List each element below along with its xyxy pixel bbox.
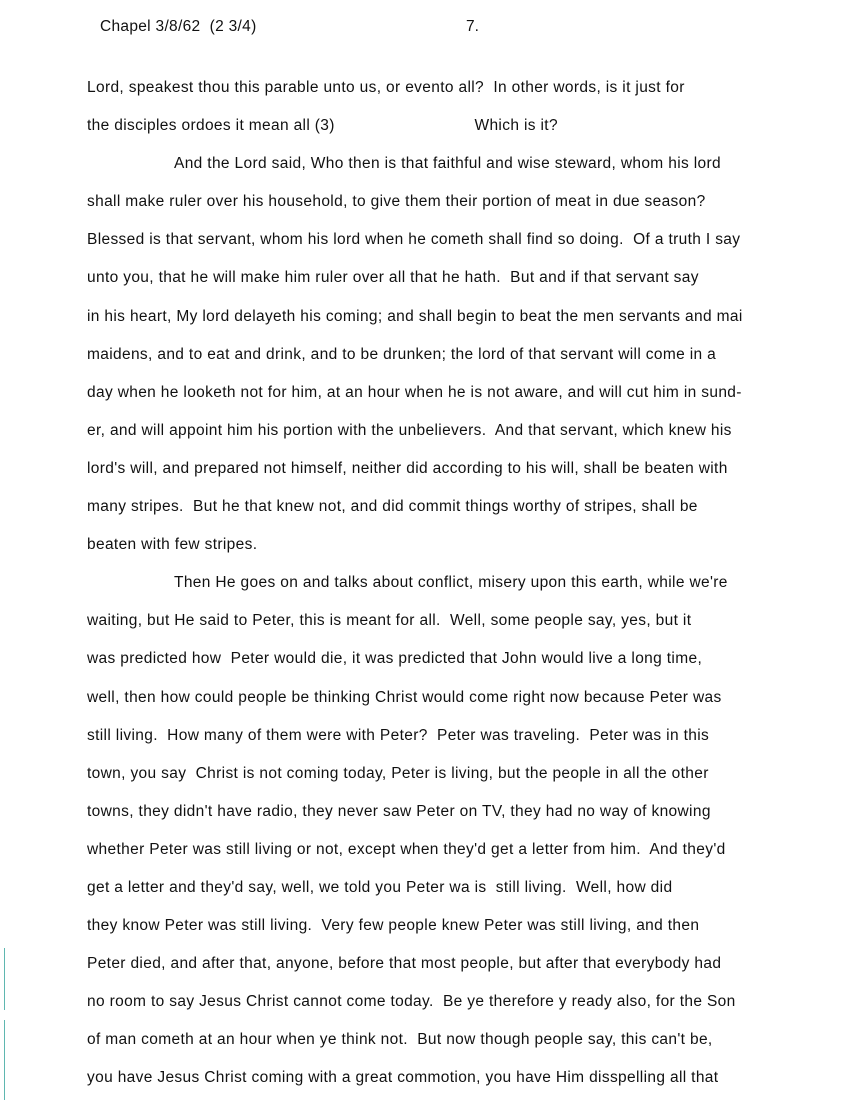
text-line: lord's will, and prepared not himself, neither did according to his will, shall be beaten with <box>87 459 728 477</box>
text-line: shall make ruler over his household, to give them their portion of meat in due season? <box>87 193 706 211</box>
text-line: still living. How many of them were with Peter? Peter was traveling. Peter was in this <box>87 726 710 744</box>
text-line: get a letter and they'd say, well, we told you Peter wa is still living. Well, how did <box>87 878 673 896</box>
text-line: unto you, that he will make him ruler over all that he hath. But and if that servant say <box>87 269 699 287</box>
document-body <box>87 69 853 1098</box>
text-line: waiting, but He said to Peter, this is meant for all. Well, some people say, yes, but it <box>87 612 692 630</box>
text-line: er, and will appoint him his portion with the unbelievers. And that servant, which knew his <box>87 421 732 439</box>
text-line: town, you say Christ is not coming today, Peter is living, but the people in all the other <box>87 764 709 782</box>
page-header: Chapel 3/8/62 (2 3/4) <box>100 18 257 35</box>
text-line: was predicted how Peter would die, it was predicted that John would live a long time, <box>87 650 703 668</box>
text-line: whether Peter was still living or not, except when they'd get a letter from him. And they'd <box>87 840 726 858</box>
text-line: Lord, speakest thou this parable unto us, or evento all? In other words, is it just for <box>87 79 685 96</box>
text-line: you have Jesus Christ coming with a great commotion, you have Him disspelling all that <box>87 1069 719 1087</box>
scan-margin-line <box>4 1020 5 1100</box>
text-line: of man cometh at an hour when ye think not. But now though people say, this can't be, <box>87 1031 713 1049</box>
text-line: they know Peter was still living. Very few people knew Peter was still living, and then <box>87 917 700 935</box>
text-line: Peter died, and after that, anyone, before that most people, but after that everybody had <box>87 955 722 973</box>
text-line: beaten with few stripes. <box>87 536 258 554</box>
text-line: in his heart, My lord delayeth his coming; and shall begin to beat the men servants and mai <box>87 307 743 325</box>
text-line: towns, they didn't have radio, they never saw Peter on TV, they had no way of knowing <box>87 802 711 820</box>
page-number: 7. <box>466 18 479 35</box>
text-line: the disciples ordoes it mean all (3) Which is it? <box>87 117 558 135</box>
text-line: maidens, and to eat and drink, and to be drunken; the lord of that servant will come in a <box>87 345 717 363</box>
text-line: no room to say Jesus Christ cannot come today. Be ye therefore y ready also, for the Son <box>87 993 736 1011</box>
text-line: many stripes. But he that knew not, and did commit things worthy of stripes, shall be <box>87 498 698 516</box>
paragraph-start-line: Then He goes on and talks about conflict, misery upon this earth, while we're <box>174 574 728 592</box>
text-line: Blessed is that servant, whom his lord when he cometh shall find so doing. Of a truth I say <box>87 231 741 249</box>
paragraph-start-line: And the Lord said, Who then is that faithful and wise steward, whom his lord <box>174 155 721 173</box>
text-line: well, then how could people be thinking Christ would come right now because Peter was <box>87 688 722 706</box>
scan-margin-line <box>4 948 5 1010</box>
text-line: day when he looketh not for him, at an hour when he is not aware, and will cut him in sund- <box>87 383 742 401</box>
